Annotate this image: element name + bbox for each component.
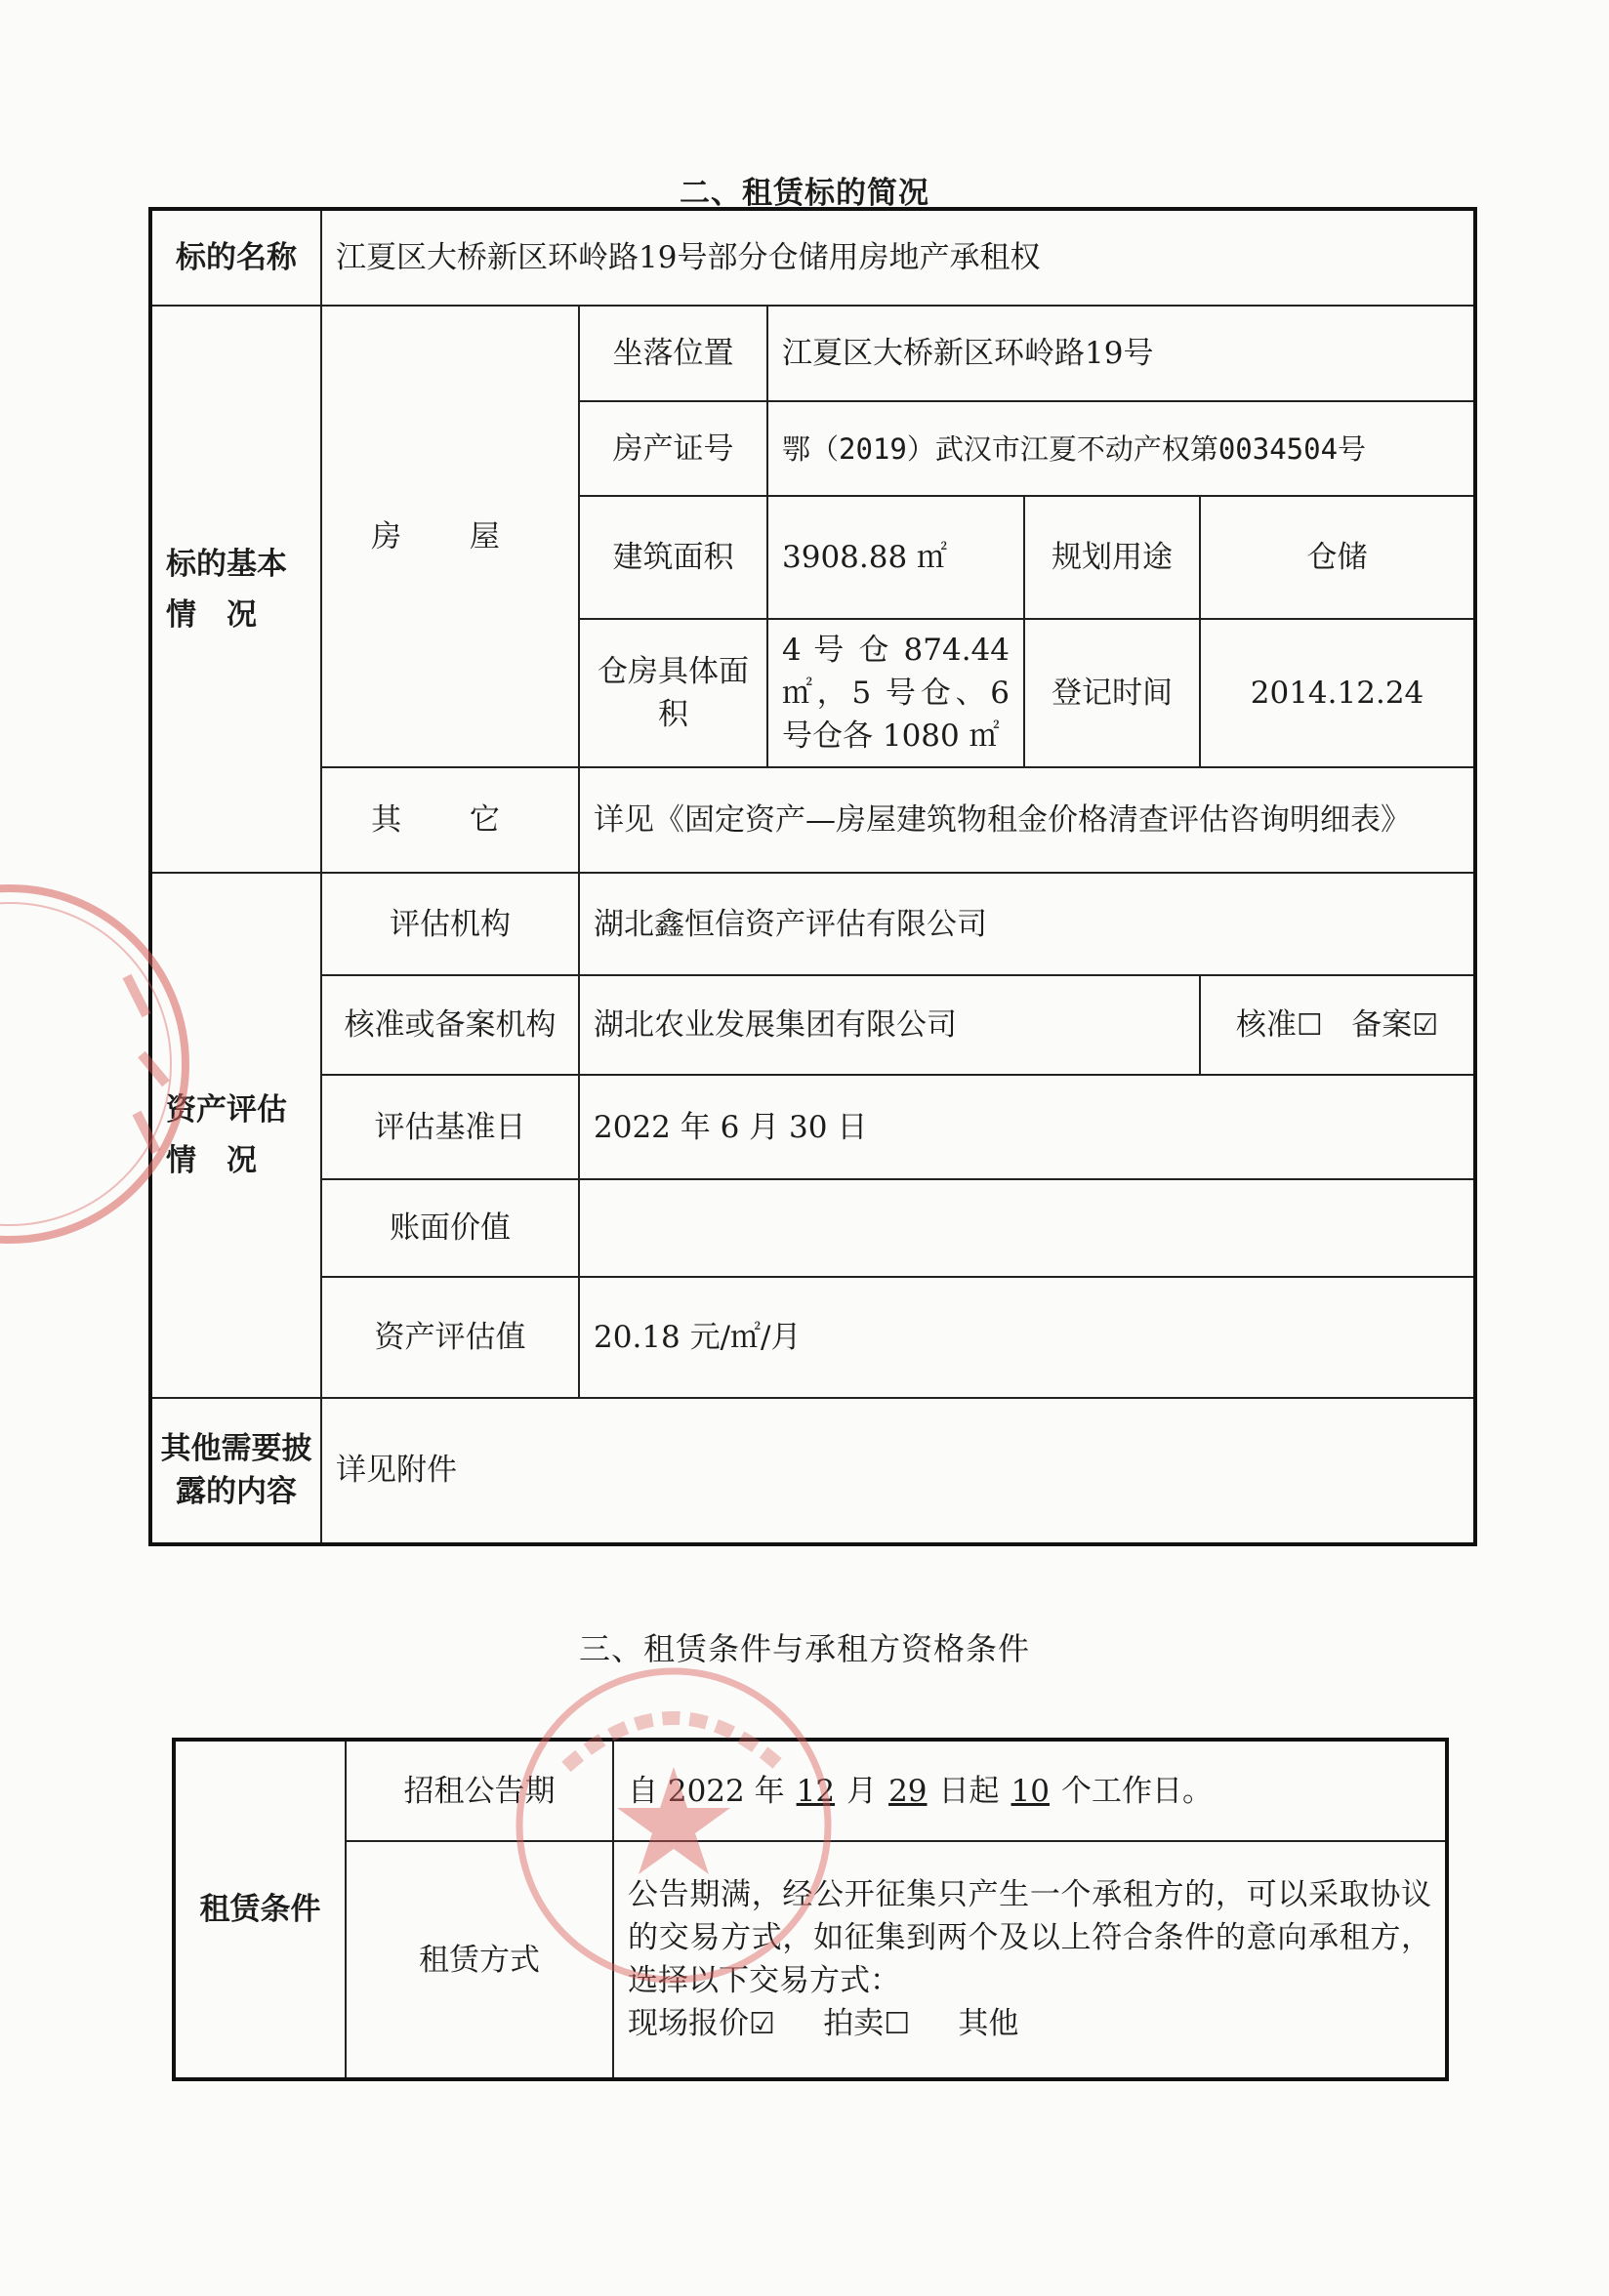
- assessment-label: 资产评估情 况: [150, 873, 321, 1398]
- target-name-value: 江夏区大桥新区环岭路19号部分仓储用房地产承租权: [321, 209, 1475, 306]
- filing-checkbox-icon: ☑: [1412, 1007, 1439, 1043]
- notice-period-value: 自 2022 年 12 月 29 日起 10 个工作日。: [613, 1740, 1447, 1841]
- area-label: 建筑面积: [579, 496, 767, 619]
- disclosure-value: 详见附件: [321, 1398, 1475, 1544]
- lease-target-table: [148, 207, 1477, 1546]
- warehouse-area-value: 4 号 仓 874.44 ㎡，5 号仓、6 号仓各 1080 ㎡: [767, 619, 1024, 767]
- filing-text: 备案: [1351, 1006, 1413, 1043]
- other-method-text: 其他: [958, 2006, 1019, 2041]
- onsite-bid-text: 现场报价: [628, 2006, 749, 2041]
- approval-checkboxes: [1200, 975, 1475, 1074]
- approval-text: 核准: [1235, 1006, 1297, 1043]
- book-value-label: 账面价值: [321, 1179, 579, 1276]
- eval-value-label: 资产评估值: [321, 1277, 579, 1398]
- eval-org-label: 评估机构: [321, 873, 579, 976]
- location-value: 江夏区大桥新区环岭路19号: [767, 306, 1475, 400]
- basic-info-label: 标的基本情 况: [150, 306, 321, 872]
- cert-value: 鄂（2019）武汉市江夏不动产权第0034504号: [767, 401, 1475, 496]
- eval-org-value: 湖北鑫恒信资产评估有限公司: [579, 873, 1475, 976]
- book-value-value: [579, 1179, 1475, 1276]
- disclosure-label: 其他需要披露的内容: [150, 1398, 321, 1544]
- reg-date-value: 2014.12.24: [1200, 619, 1475, 767]
- lease-method-label: 租赁方式: [346, 1841, 613, 2079]
- notice-period-label: 招租公告期: [346, 1740, 613, 1841]
- section-2-title: 二、租赁标的简况: [680, 176, 929, 211]
- approval-org-label: 核准或备案机构: [321, 975, 579, 1074]
- period-month: 12: [796, 1773, 836, 1809]
- use-value: 仓储: [1200, 496, 1475, 619]
- other-label: 其 它: [321, 767, 579, 873]
- area-value: 3908.88 ㎡: [767, 496, 1024, 619]
- lease-conditions-label: 租赁条件: [174, 1740, 346, 2079]
- auction-text: 拍卖: [823, 2006, 885, 2041]
- lease-conditions-table: [172, 1738, 1449, 2081]
- auction-checkbox-icon: ☐: [884, 2007, 911, 2041]
- house-label: 房 屋: [321, 306, 579, 767]
- base-date-label: 评估基准日: [321, 1075, 579, 1180]
- cert-label: 房产证号: [579, 401, 767, 496]
- period-day: 29: [888, 1773, 928, 1809]
- warehouse-area-label: 仓房具体面积: [579, 619, 767, 767]
- section-3-title: 三、租赁条件与承租方资格条件: [578, 1630, 1030, 1667]
- target-name-label: 标的名称: [150, 209, 321, 306]
- approval-checkbox-icon: ☐: [1296, 1007, 1323, 1043]
- onsite-bid-checkbox-icon: ☑: [749, 2007, 775, 2041]
- approval-org-value: 湖北农业发展集团有限公司: [579, 975, 1200, 1074]
- other-value: 详见《固定资产—房屋建筑物租金价格清查评估咨询明细表》: [579, 767, 1475, 873]
- lease-method-options: [628, 2002, 1431, 2046]
- location-label: 坐落位置: [579, 306, 767, 400]
- use-label: 规划用途: [1024, 496, 1200, 619]
- base-date-value: 2022 年 6 月 30 日: [579, 1075, 1475, 1180]
- lease-method-text: 公告期满，经公开征集只产生一个承租方的，可以采取协议的交易方式，如征集到两个及以上符合条件的意向承租方，选择以下交易方式：: [628, 1877, 1431, 1998]
- period-days: 10: [1011, 1773, 1050, 1809]
- reg-date-label: 登记时间: [1024, 619, 1200, 767]
- lease-method-value: [613, 1841, 1447, 2079]
- eval-value-value: 20.18 元/㎡/月: [579, 1277, 1475, 1398]
